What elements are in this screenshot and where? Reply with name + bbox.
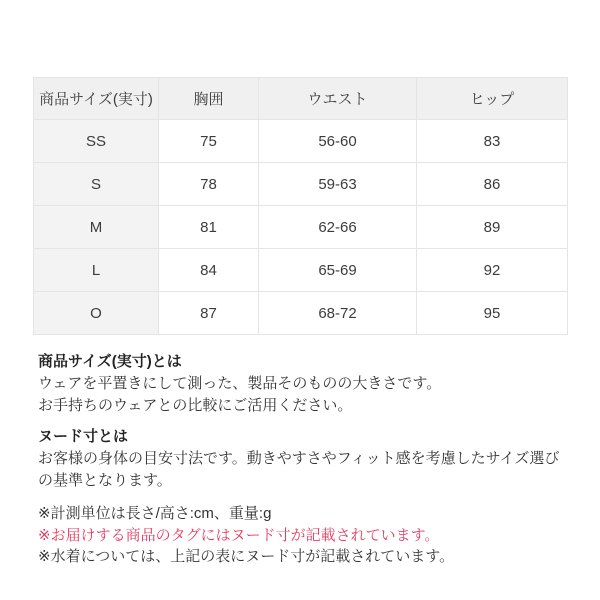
nude-size-body: お客様の身体の目安寸法です。動きやすさやフィット感を考慮したサイズ選びの基準となります。 <box>38 450 560 489</box>
table-row <box>34 163 568 206</box>
chest-cell: 81 <box>159 206 259 249</box>
table-header-row <box>34 78 568 120</box>
table-row <box>34 206 568 249</box>
notes-block <box>38 503 564 568</box>
size-cell: SS <box>34 120 159 163</box>
product-size-heading: 商品サイズ(実寸)とは <box>38 353 182 370</box>
waist-cell: 65-69 <box>259 249 417 292</box>
size-cell: M <box>34 206 159 249</box>
header-hip: ヒップ <box>417 78 568 120</box>
note-swimwear: ※水着については、上記の表にヌード寸が記載されています。 <box>38 548 455 565</box>
descriptions-block <box>38 351 564 568</box>
header-waist: ウエスト <box>259 78 417 120</box>
chest-cell: 78 <box>159 163 259 206</box>
hip-cell: 92 <box>417 249 568 292</box>
size-cell: S <box>34 163 159 206</box>
table-row <box>34 120 568 163</box>
chest-cell: 87 <box>159 292 259 335</box>
table-row <box>34 292 568 335</box>
size-cell: O <box>34 292 159 335</box>
product-size-line1: ウェアを平置きにして測った、製品そのものの大きさです。 <box>38 375 442 392</box>
size-cell: L <box>34 249 159 292</box>
chest-cell: 75 <box>159 120 259 163</box>
chest-cell: 84 <box>159 249 259 292</box>
hip-cell: 83 <box>417 120 568 163</box>
product-size-description <box>38 351 564 417</box>
waist-cell: 62-66 <box>259 206 417 249</box>
waist-cell: 59-63 <box>259 163 417 206</box>
waist-cell: 68-72 <box>259 292 417 335</box>
nude-size-heading: ヌード寸とは <box>38 428 129 445</box>
header-size: 商品サイズ(実寸) <box>34 78 159 120</box>
table-row <box>34 249 568 292</box>
note-measurement-unit: ※計測単位は長さ/高さ:cm、重量:g <box>38 505 272 522</box>
note-tag-highlight: ※お届けする商品のタグにはヌード寸が記載されています。 <box>38 526 440 544</box>
hip-cell: 95 <box>417 292 568 335</box>
product-size-line2: お手持ちのウェアとの比較にご活用ください。 <box>38 397 353 414</box>
hip-cell: 89 <box>417 206 568 249</box>
header-chest: 胸囲 <box>159 78 259 120</box>
hip-cell: 86 <box>417 163 568 206</box>
nude-size-description <box>38 426 564 492</box>
size-chart-table <box>33 77 568 335</box>
waist-cell: 56-60 <box>259 120 417 163</box>
